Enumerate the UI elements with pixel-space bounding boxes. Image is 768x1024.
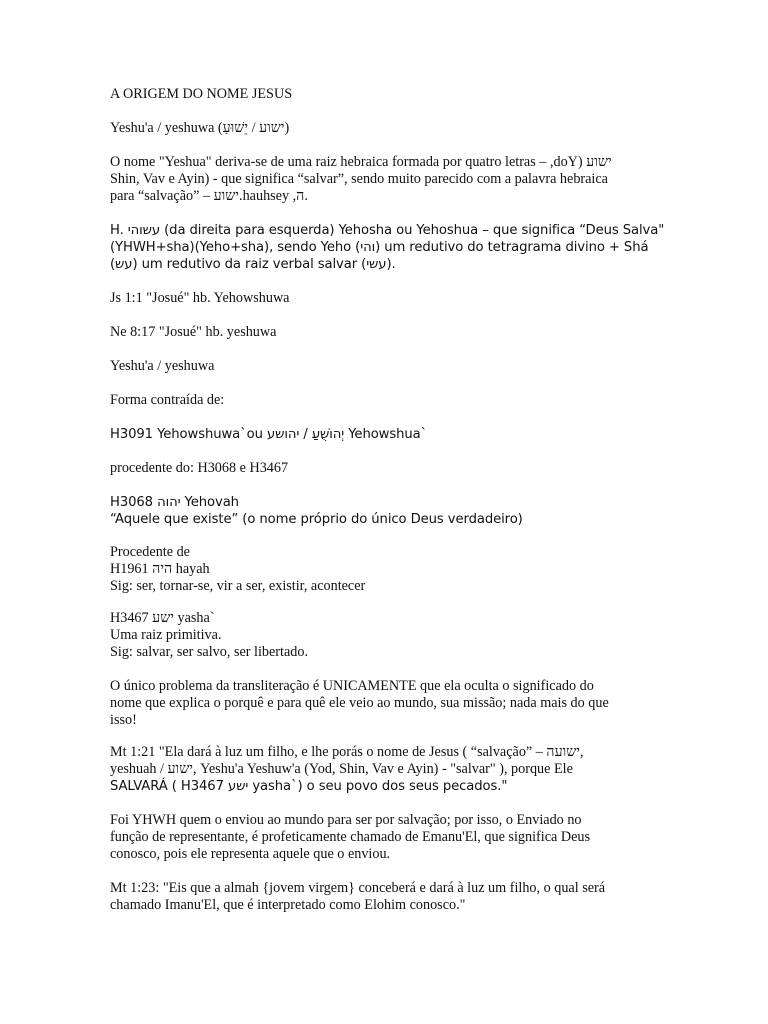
procedente-line: procedente do: H3068 e H3467 [110,460,289,476]
text-line: Uma raiz primitiva. [110,627,222,643]
text-line: O único problema da transliteração é UNICAMENTE que ela oculta o significado do [110,678,594,694]
entry-h3467 [110,610,670,661]
forma-contraida: Forma contraída de: [110,392,225,408]
text-line: Procedente de [110,544,190,560]
text-line: H. עשוהי (da direita para esquerda) Yehosha ou Yehoshua – que significa “Deus Salva" [110,223,665,238]
text-line: para “salvação” – ישוע.hauhsey ,ה. [110,188,308,204]
text-line: conosco, pois ele representa aquele que o enviou. [110,846,391,862]
reference-josue-js: Js 1:1 "Josué" hb. Yehowshuwa [110,290,290,306]
entry-h3068 [110,494,670,528]
entry-h1961 [110,544,670,595]
text-line: H1961 היה hayah [110,561,210,577]
text-line: Foi YHWH quem o enviou ao mundo para ser por salvação; por isso, o Enviado no [110,812,582,828]
document-title: A ORIGEM DO NOME JESUS [110,86,293,102]
text-line: nome que explica o porquê e para quê ele veio ao mundo, sua missão; nada mais do que [110,695,609,711]
text-line: função de representante, é profeticamente chamado de Emanu'El, que significa Deus [110,829,590,845]
text-line: H3068 יהוה Yehovah [110,495,239,510]
entry-h3091: H3091 Yehowshuwa`ou יְהוֹשֻׁעַ / יהושע Yehowshua` [110,427,428,442]
text-line: H3467 ישע yasha` [110,610,215,626]
text-line: yeshuah / ישוע, Yeshu'a Yeshuw'a (Yod, Shin, Vav e Ayin) - "salvar" ), porque Ele [110,761,573,777]
paragraph-problema [110,678,670,729]
paragraph-yhwh [110,812,670,863]
text-line: O nome "Yeshua" deriva-se de uma raiz hebraica formada por quatro letras – ,doY) ישוע [110,154,612,170]
reference-josue-ne: Ne 8:17 "Josué" hb. yeshuwa [110,324,277,340]
text-line: Mt 1:23: "Eis que a almah {jovem virgem} conceberá e dará à luz um filho, o qual será [110,880,606,896]
text-line: SALVARÁ ( H3467 ישע yasha`) o seu povo dos seus pecados." [110,779,508,794]
text-line: Shin, Vav e Ayin) - que significa “salvar”, sendo muito parecido com a palavra hebraica [110,171,608,187]
text-line: Sig: ser, tornar-se, vir a ser, existir, acontecer [110,578,366,594]
text-line: Sig: salvar, ser salvo, ser libertado. [110,644,309,660]
text-line: “Aquele que existe” (o nome próprio do único Deus verdadeiro) [110,512,523,527]
paragraph-mt-1-21 [110,744,670,795]
text-line: chamado Imanu'El, que é interpretado como Elohim conosco." [110,897,466,913]
text-line: (עש) um redutivo da raiz verbal salvar (עשי). [110,257,396,272]
text-line: Mt 1:21 "Ela dará à luz um filho, e lhe porás o nome de Jesus ( “salvação” – ישועה, [110,744,584,760]
text-line: (YHWH+sha)(Yeho+sha), sendo Yeho (והי) um redutivo do tetragrama divino + Shá [110,240,649,255]
paragraph-meaning [110,222,670,273]
subtitle-yeshua: Yeshu'a / yeshuwa (ישוע / יֵשׁוּעַ) [110,120,290,136]
paragraph-mt-1-23 [110,880,670,914]
yeshua-heading: Yeshu'a / yeshuwa [110,358,215,374]
text-line: isso! [110,712,137,728]
paragraph-origin [110,154,670,205]
